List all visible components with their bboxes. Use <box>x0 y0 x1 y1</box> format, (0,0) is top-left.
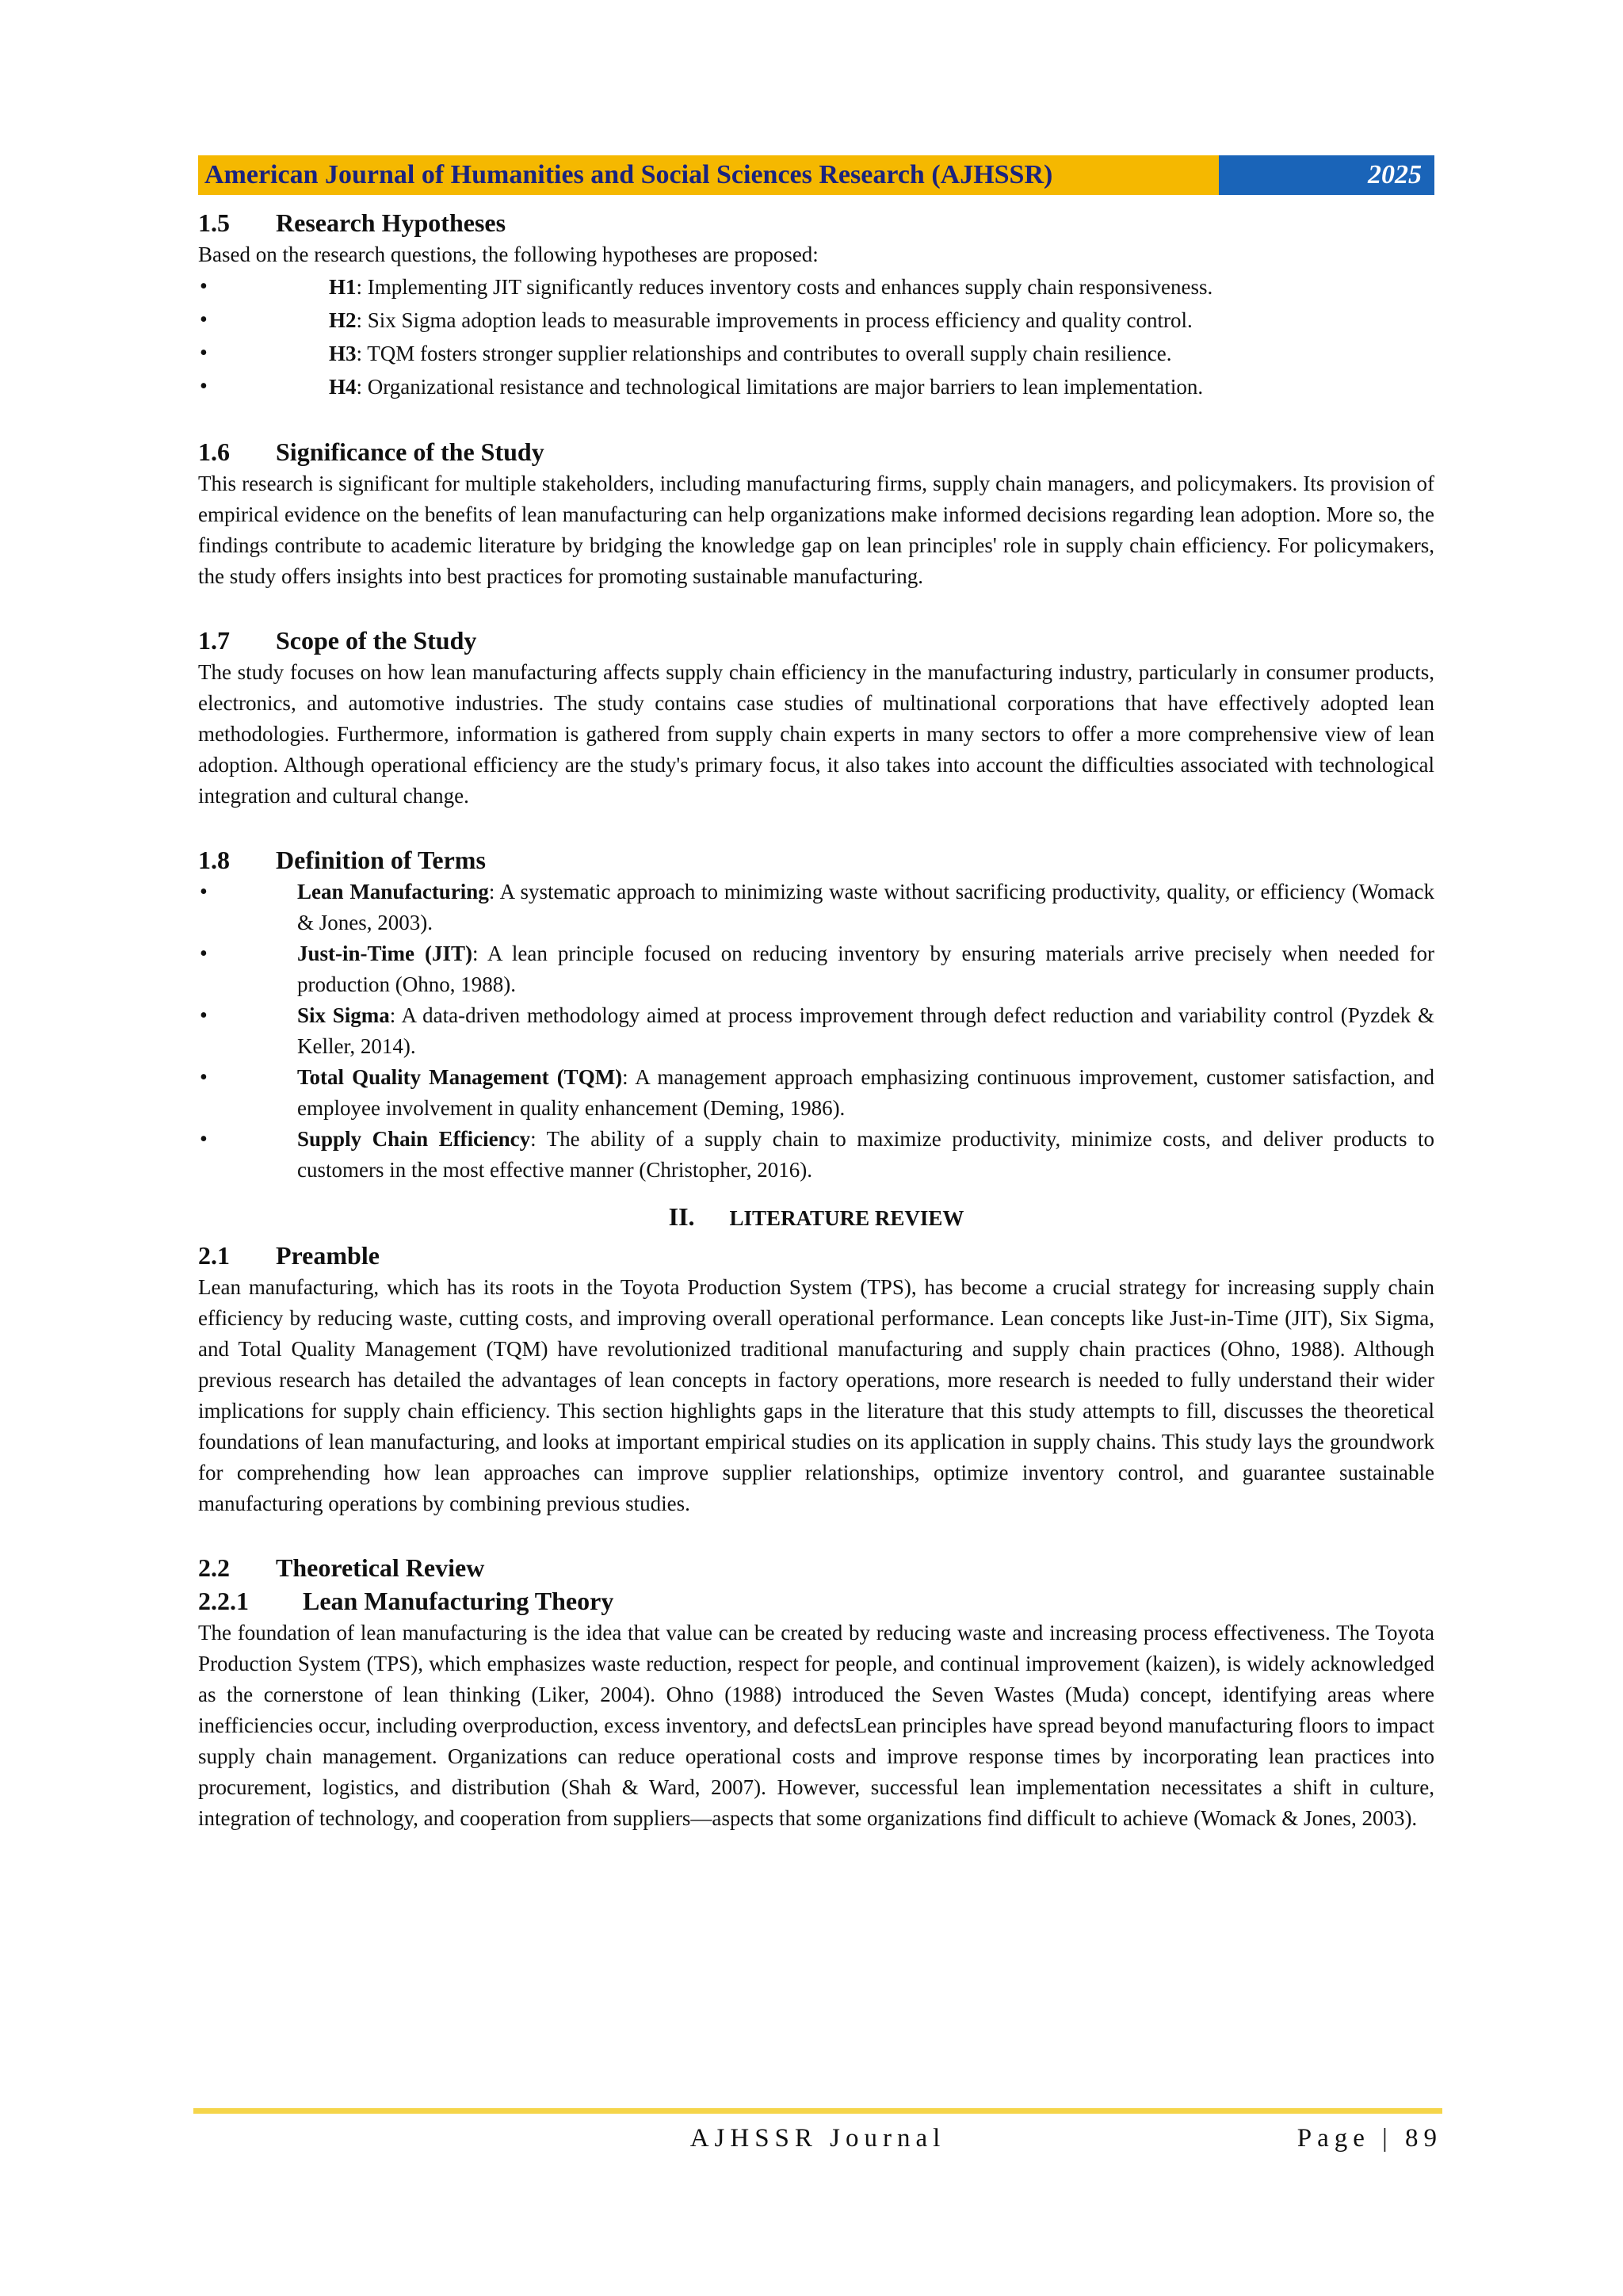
subsection-title: Lean Manufacturing Theory <box>303 1587 614 1615</box>
header-year: 2025 <box>1219 155 1434 195</box>
paragraph: This research is significant for multiple stakeholders, including manufacturing firms, supply chain managers, and policymakers. Its provision of empirical evidence on the benefits of lean manufacturing can help organizations make informed decisions regarding lean adoption. More so, the findings contribute to academic literature by bridging the knowledge gap on lean principles' role in supply chain efficiency. For policymakers, the study offers insights into best practices for promoting sustainable manufacturing. <box>198 472 1434 588</box>
bullet-icon: • <box>200 308 208 332</box>
subsection-number: 2.2.1 <box>198 1587 249 1615</box>
term-label: Six Sigma <box>297 1003 390 1027</box>
list-item <box>198 1062 1434 1124</box>
article-body <box>198 206 1434 1834</box>
hypothesis-text: : TQM fosters stronger supplier relationships and contributes to overall supply chain resilience. <box>356 342 1172 365</box>
section-number: 1.5 <box>198 208 230 237</box>
term-label: Total Quality Management (TQM) <box>297 1065 623 1089</box>
footer-divider <box>193 2108 1442 2114</box>
section-heading-2-2 <box>198 1551 1434 1584</box>
list-item <box>198 370 1434 403</box>
section-title: Scope of the Study <box>276 626 477 655</box>
hypothesis-text: : Organizational resistance and technological limitations are major barriers to lean implementation. <box>356 375 1204 399</box>
term-definition: : A lean principle focused on reducing inventory by ensuring materials arrive precisely when needed for production (Ohno, 1988). <box>297 942 1435 996</box>
term-definition: : A data-driven methodology aimed at process improvement through defect reduction and variability control (Pyzdek & Keller, 2014). <box>297 1003 1434 1058</box>
term-definition: : The ability of a supply chain to maximize productivity, minimize costs, and deliver products to customers in the most effective manner (Christopher, 2016). <box>297 1127 1434 1182</box>
section-number: 1.7 <box>198 626 230 655</box>
term-definition: : A management approach emphasizing continuous improvement, customer satisfaction, and employee involvement in quality enhancement (Deming, 1986). <box>297 1065 1434 1120</box>
term-label: Just-in-Time (JIT) <box>297 942 472 965</box>
subsection-heading-2-2-1 <box>198 1584 1434 1618</box>
footer-journal: AJHSSR Journal <box>689 2124 946 2153</box>
list-item <box>198 938 1434 1000</box>
hypotheses-intro: Based on the research questions, the following hypotheses are proposed: <box>198 243 819 266</box>
hypothesis-label: H1 <box>329 275 357 299</box>
section-number: 2.1 <box>198 1241 230 1270</box>
section-title: Research Hypotheses <box>276 208 506 237</box>
section-heading-1-7 <box>198 624 1434 657</box>
section-number: 1.6 <box>198 437 230 466</box>
term-label: Supply Chain Efficiency <box>297 1127 531 1151</box>
section-heading-2-1 <box>198 1239 1434 1272</box>
section-heading-1-5 <box>198 206 1434 239</box>
chapter-number: II. <box>668 1202 695 1231</box>
section-heading-1-8 <box>198 843 1434 877</box>
hypothesis-label: H2 <box>329 308 357 332</box>
section-heading-1-6 <box>198 435 1434 468</box>
bullet-icon: • <box>200 1127 208 1152</box>
hypothesis-label: H4 <box>329 375 357 399</box>
section-number: 2.2 <box>198 1553 230 1582</box>
bullet-icon: • <box>200 374 208 399</box>
terms-list <box>198 877 1434 1186</box>
list-item <box>198 304 1434 337</box>
paragraph: Lean manufacturing, which has its roots in the Toyota Production System (TPS), has become a crucial strategy for increasing supply chain efficiency by reducing waste, cutting costs, and improving overall operational performance. Lean concepts like Just-in-Time (JIT), Six Sigma, and Total Quality Management (TQM) have revolutionized traditional manufacturing and supply chain practices (Ohno, 1988). Although previous research has detailed the advantages of lean concepts in factory operations, more research is needed to fully understand their wider implications for supply chain efficiency. This section highlights gaps in the literature that this study attempts to fill, discusses the theoretical foundations of lean manufacturing, and looks at important empirical studies on its application in supply chains. This study lays the groundwork for comprehending how lean approaches can improve supplier relationships, optimize inventory control, and guarantee sustainable manufacturing operations by combining previous studies. <box>198 1275 1434 1515</box>
bullet-icon: • <box>200 1003 208 1028</box>
paragraph: The study focuses on how lean manufacturing affects supply chain efficiency in the manufacturing industry, particularly in consumer products, electronics, and automotive industries. The study contains case studies of multinational corporations that have effectively adopted lean methodologies. Furthermore, information is gathered from supply chain experts in many sectors to offer a more comprehensive view of lean adoption. Although operational efficiency are the study's primary focus, it also takes into account the difficulties associated with technological integration and cultural change. <box>198 660 1434 808</box>
bullet-icon: • <box>200 274 208 299</box>
bullet-icon: • <box>200 341 208 365</box>
section-title: Definition of Terms <box>276 846 486 874</box>
page-number: Page | 89 <box>1296 2124 1442 2153</box>
section-number: 1.8 <box>198 846 230 874</box>
bullet-icon: • <box>200 1065 208 1090</box>
hypothesis-text: : Implementing JIT significantly reduces inventory costs and enhances supply chain responsiveness. <box>356 275 1213 299</box>
list-item <box>198 1124 1434 1186</box>
hypotheses-list <box>198 270 1434 403</box>
chapter-title: LITERATURE REVIEW <box>729 1206 964 1230</box>
bullet-icon: • <box>200 880 208 904</box>
hypothesis-label: H3 <box>329 342 357 365</box>
running-header <box>198 155 1434 195</box>
section-title: Significance of the Study <box>276 437 544 466</box>
chapter-heading <box>198 1201 1434 1234</box>
term-label: Lean Manufacturing <box>297 880 489 904</box>
journal-title: American Journal of Humanities and Social Sciences Research (AJHSSR) <box>198 155 1219 195</box>
hypothesis-text: : Six Sigma adoption leads to measurable improvements in process efficiency and quality control. <box>356 308 1193 332</box>
section-title: Theoretical Review <box>276 1553 485 1582</box>
list-item <box>198 877 1434 938</box>
paragraph: The foundation of lean manufacturing is the idea that value can be created by reducing waste and increasing process effectiveness. The Toyota Production System (TPS), which emphasizes waste reduction, respect for people, and continual improvement (kaizen), is widely acknowledged as the cornerstone of lean thinking (Liker, 2004). Ohno (1988) introduced the Seven Wastes (Muda) concept, identifying areas where inefficiencies occur, including overproduction, excess inventory, and defectsLean principles have spread beyond manufacturing floors to impact supply chain management. Organizations can reduce operational costs and improve response times by incorporating lean practices into procurement, logistics, and distribution (Shah & Ward, 2007). However, successful lean implementation necessitates a shift in culture, integration of technology, and cooperation from suppliers—aspects that some organizations find difficult to achieve (Womack & Jones, 2003). <box>198 1621 1434 1830</box>
list-item <box>198 337 1434 370</box>
section-title: Preamble <box>276 1241 380 1270</box>
page-footer <box>193 2124 1442 2159</box>
list-item <box>198 270 1434 304</box>
term-definition: : A systematic approach to minimizing waste without sacrificing productivity, quality, or efficiency (Womack & Jones, 2003). <box>297 880 1434 934</box>
bullet-icon: • <box>200 942 208 966</box>
list-item <box>198 1000 1434 1062</box>
page <box>198 155 1434 1834</box>
